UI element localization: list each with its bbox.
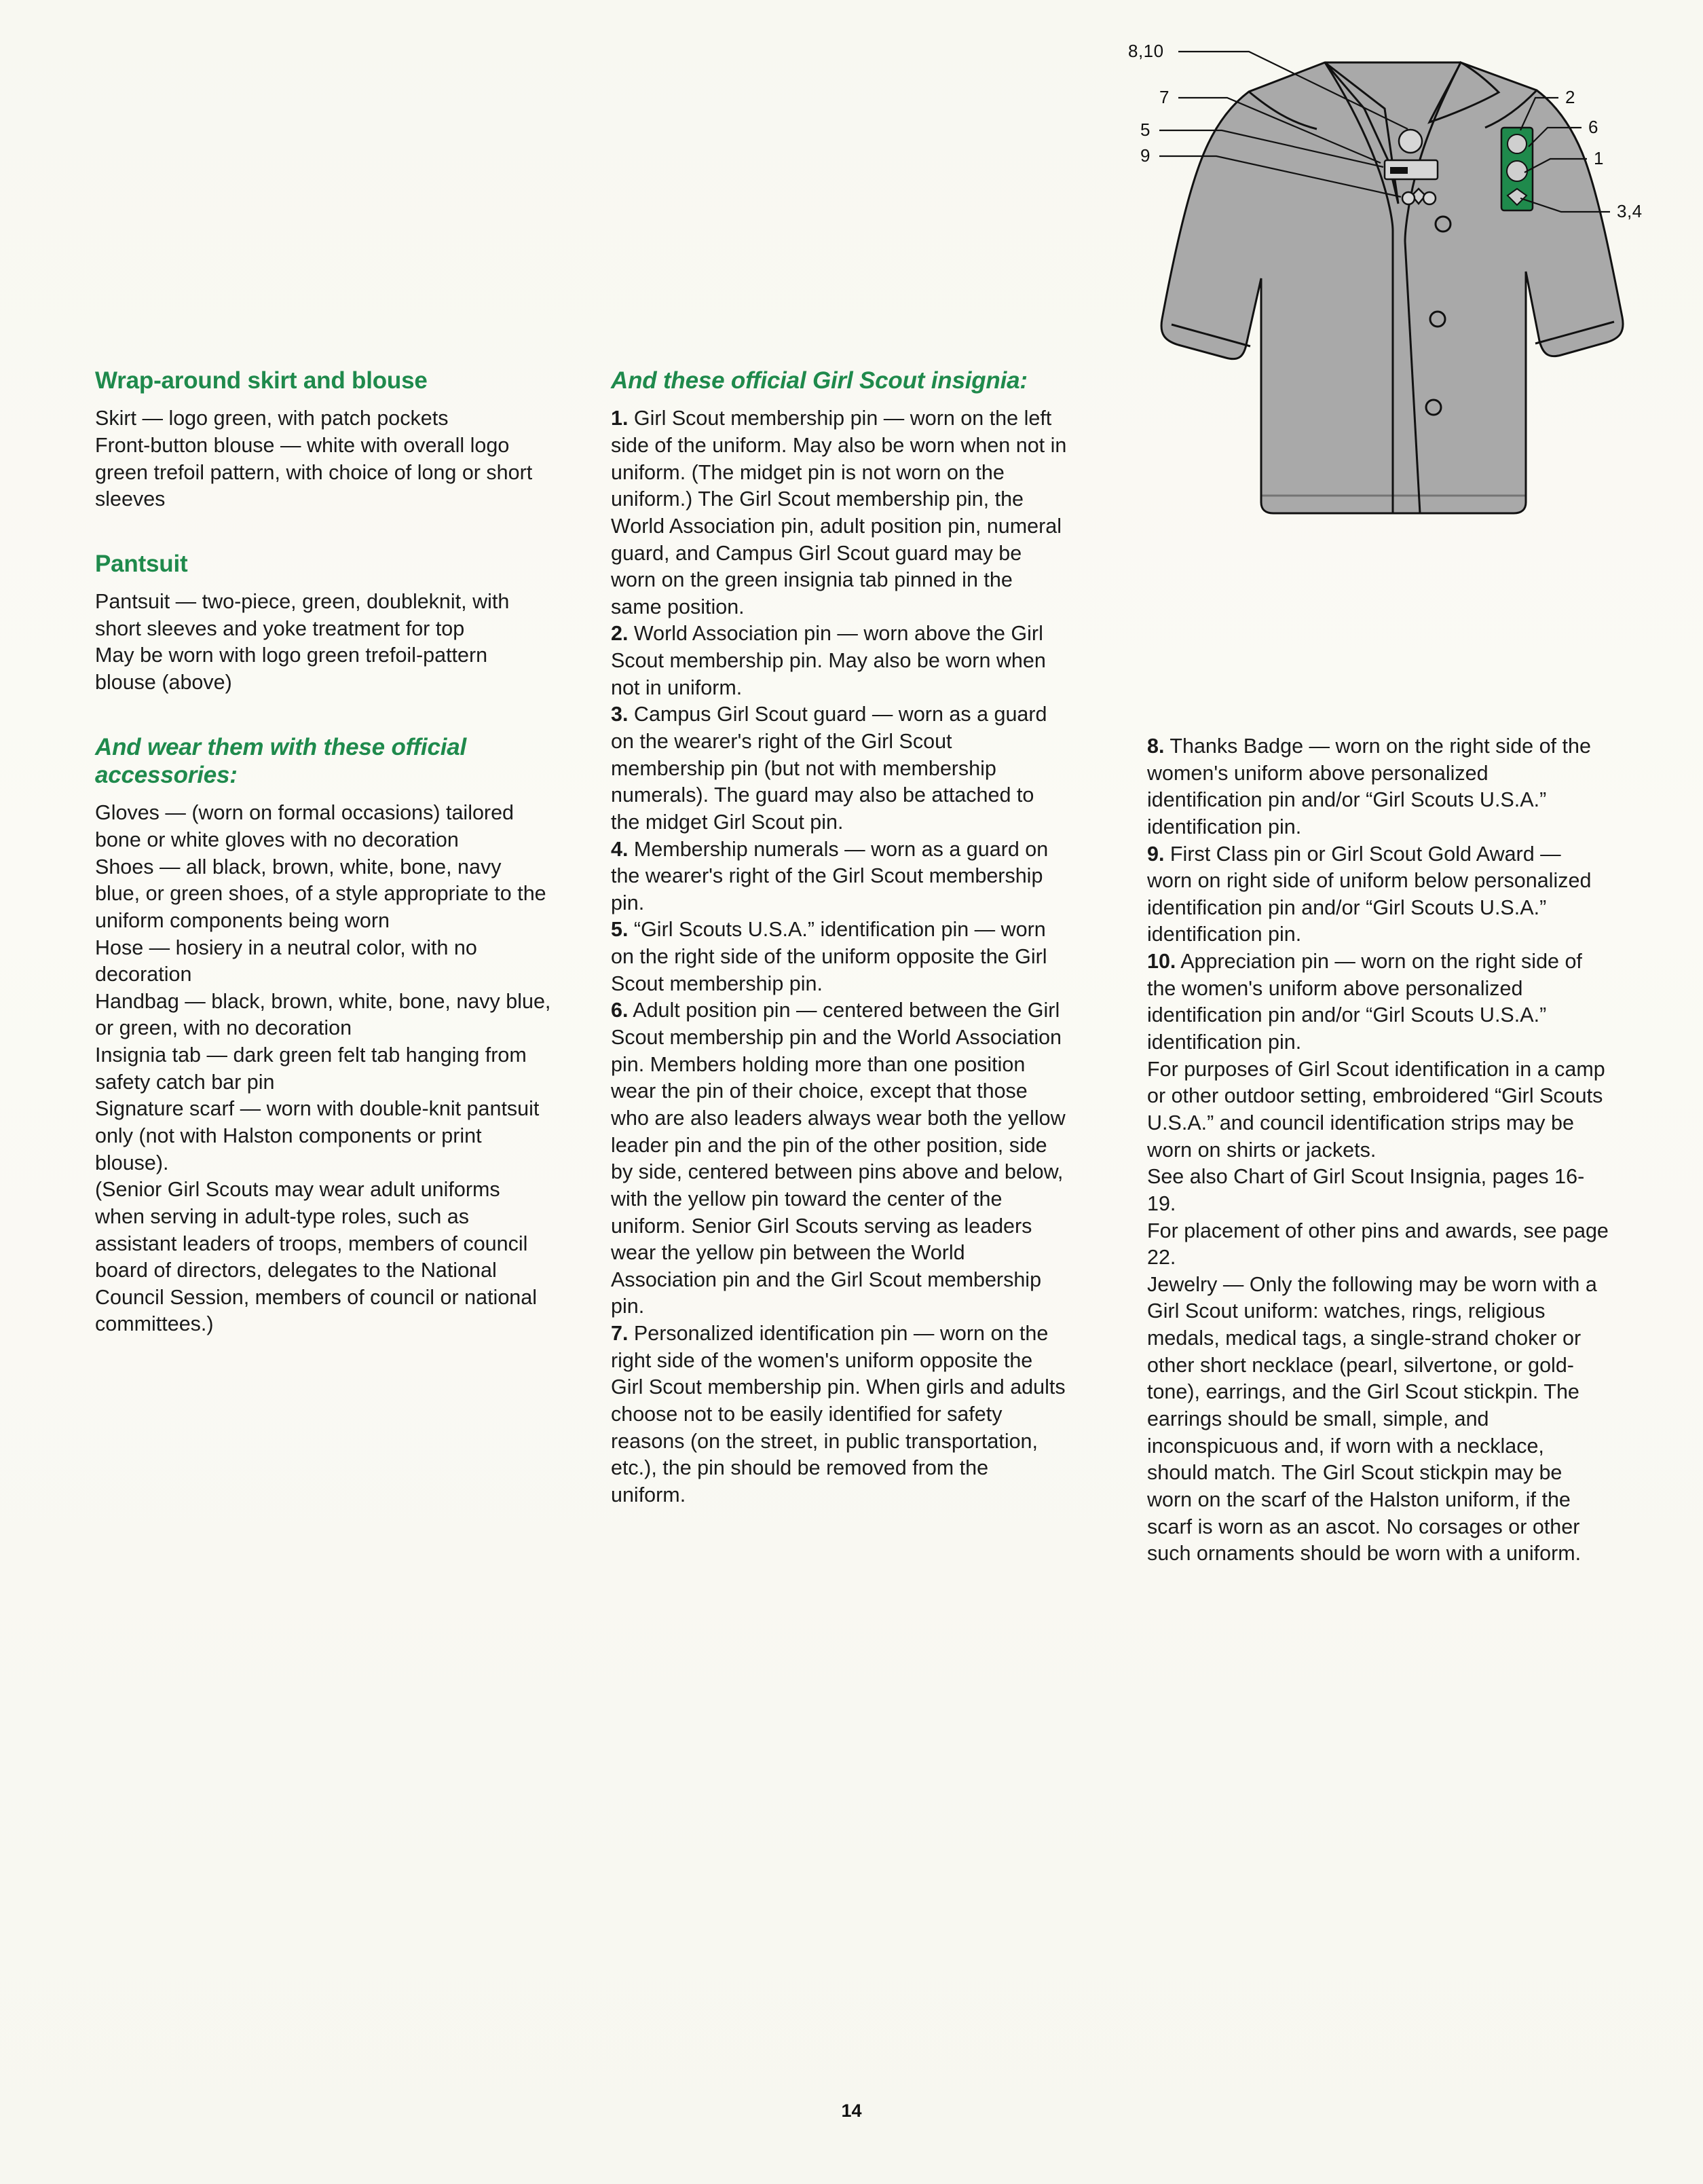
insignia-item-7-number: 7. — [611, 1322, 629, 1346]
insignia-item-3 — [611, 701, 1067, 836]
heading-official-insignia: And these official Girl Scout insignia: — [611, 367, 1028, 394]
insignia-item-9 — [1147, 841, 1609, 949]
paragraph-camp-identification: For purposes of Girl Scout identification in a camp or other outdoor setting, embroidered “Girl Scouts U.S.A.” and council identification strips may be worn on shirts or jackets. — [1147, 1057, 1605, 1162]
insignia-item-2-text: World Association pin — worn above the Girl Scout membership pin. May also be worn when not in uniform. — [611, 622, 1046, 699]
insignia-item-8-text: Thanks Badge — worn on the right side of the women's uniform above personalized identification pin and/or “Girl Scouts U.S.A.” identification pin. — [1147, 735, 1591, 838]
paragraph-pantsuit-blouse: May be worn with logo green trefoil-pattern blouse (above) — [95, 644, 488, 695]
insignia-item-1-number: 1. — [611, 407, 629, 430]
insignia-item-1 — [611, 405, 1067, 621]
insignia-item-8-number: 8. — [1147, 735, 1165, 758]
insignia-item-5-text: “Girl Scouts U.S.A.” identification pin — worn on the right side of the uniform opposite the Girl Scout membership pin. — [611, 918, 1047, 995]
paragraph-signature-scarf: Signature scarf — worn with double-knit pantsuit only (not with Halston components or print blouse). — [95, 1097, 540, 1174]
callout-label-3-4: 3,4 — [1617, 201, 1643, 221]
callout-label-5: 5 — [1140, 119, 1150, 140]
paragraph-skirt: Skirt — logo green, with patch pockets — [95, 407, 449, 430]
insignia-item-3-number: 3. — [611, 703, 629, 726]
paragraph-gloves: Gloves — (worn on formal occasions) tailored bone or white gloves with no decoration — [95, 801, 514, 851]
insignia-item-10-text: Appreciation pin — worn on the right side of the women's uniform above personalized identification pin and/or “Girl Scouts U.S.A.” identification pin. — [1147, 950, 1582, 1054]
insignia-item-4 — [611, 836, 1067, 917]
paragraph-hose: Hose — hosiery in a neutral color, with no decoration — [95, 936, 477, 986]
paragraph-blouse: Front-button blouse — white with overall logo green trefoil pattern, with choice of long or short sleeves — [95, 433, 533, 511]
insignia-item-6 — [611, 997, 1067, 1320]
insignia-item-2-number: 2. — [611, 622, 629, 646]
insignia-item-1-text: Girl Scout membership pin — worn on the left side of the uniform. May also be worn when not in uniform. (The midget pin is not worn on the uniform.) The Girl Scout membership pin, the World Association pin, adult position pin, numeral guard, and Campus Girl Scout guard may be worn on the green insignia tab pinned in the same position. — [611, 407, 1067, 618]
insignia-item-8 — [1147, 733, 1609, 841]
column-middle — [611, 367, 1067, 1509]
callout-label-8-10: 8,10 — [1128, 41, 1164, 61]
insignia-item-10-number: 10. — [1147, 950, 1176, 974]
insignia-item-2 — [611, 621, 1067, 701]
callout-label-2: 2 — [1565, 87, 1575, 107]
insignia-item-6-number: 6. — [611, 999, 629, 1022]
paragraph-jewelry: Jewelry — Only the following may be worn with a Girl Scout uniform: watches, rings, religious medals, medical tags, a single-strand choker or other short necklace (pearl, silvertone, or gold-tone), earrings, and the Girl Scout stickpin. The earrings should be small, simple, and inconspicuous and, if worn with a necklace, should match. The Girl Scout stickpin may be worn on the scarf of the Halston uniform, if the scarf is worn as an ascot. No corsages or other such ornaments should be worn with a uniform. — [1147, 1272, 1597, 1566]
heading-pantsuit: Pantsuit — [95, 550, 188, 577]
paragraph-pantsuit: Pantsuit — two-piece, green, doubleknit, with short sleeves and yoke treatment for top — [95, 590, 510, 640]
page-number: 14 — [841, 2100, 862, 2121]
callout-label-7: 7 — [1159, 87, 1169, 107]
insignia-item-9-number: 9. — [1147, 842, 1165, 866]
insignia-item-7 — [611, 1320, 1067, 1509]
insignia-item-6-text: Adult position pin — centered between the Girl Scout membership pin and the World Association pin. Members holding more than one position wear the pin of their choice, except that those who are also leaders always wear both the yellow leader pin and the pin of the other position, side by side, centered between pins above and below, with the yellow pin toward the center of the uniform. Senior Girl Scouts serving as leaders wear the yellow pin between the World Association pin and the Girl Scout membership pin. — [611, 999, 1066, 1318]
insignia-item-7-text: Personalized identification pin — worn on the right side of the women's uniform opposite the Girl Scout membership pin. When girls and adults choose not to be easily identified for safety reasons (on the street, in public transportation, etc.), the pin should be removed from the uniform. — [611, 1322, 1066, 1506]
insignia-item-4-number: 4. — [611, 837, 629, 861]
heading-wrap-around-skirt-and-blouse: Wrap-around skirt and blouse — [95, 367, 428, 394]
insignia-item-10 — [1147, 948, 1609, 1056]
paragraph-other-pins-placement: For placement of other pins and awards, see page 22. — [1147, 1219, 1609, 1270]
paragraph-senior-girl-scouts-note: (Senior Girl Scouts may wear adult uniforms when serving in adult-type roles, such as assistant leaders of troops, members of council board of directors, delegates to the National Council Session, members of council or national committees.) — [95, 1178, 537, 1336]
insignia-item-5 — [611, 917, 1067, 997]
heading-official-accessories: And wear them with these official accessories: — [95, 733, 467, 789]
insignia-item-4-text: Membership numerals — worn as a guard on the wearer's right of the Girl Scout membership pin. — [611, 837, 1049, 914]
insignia-item-9-text: First Class pin or Girl Scout Gold Award — worn on right side of uniform below personalized identification pin and/or “Girl Scouts U.S.A.” identification pin. — [1147, 842, 1592, 946]
callout-label-6: 6 — [1588, 117, 1598, 137]
callout-label-9: 9 — [1140, 145, 1150, 166]
uniform-jacket-illustration — [1045, 27, 1677, 720]
column-right — [1147, 733, 1609, 1568]
paragraph-handbag: Handbag — black, brown, white, bone, navy blue, or green, with no decoration — [95, 989, 551, 1040]
column-left — [95, 367, 551, 1338]
insignia-item-3-text: Campus Girl Scout guard — worn as a guard on the wearer's right of the Girl Scout membership pin (but not with membership numerals). The guard may also be attached to the midget Girl Scout pin. — [611, 703, 1047, 834]
insignia-item-5-number: 5. — [611, 918, 629, 942]
paragraph-insignia-tab: Insignia tab — dark green felt tab hanging from safety catch bar pin — [95, 1043, 527, 1094]
paragraph-see-also-chart: See also Chart of Girl Scout Insignia, pages 16-19. — [1147, 1165, 1585, 1215]
paragraph-shoes: Shoes — all black, brown, white, bone, navy blue, or green shoes, of a style appropriate to the uniform components being worn — [95, 855, 546, 932]
callout-label-1: 1 — [1594, 148, 1604, 168]
